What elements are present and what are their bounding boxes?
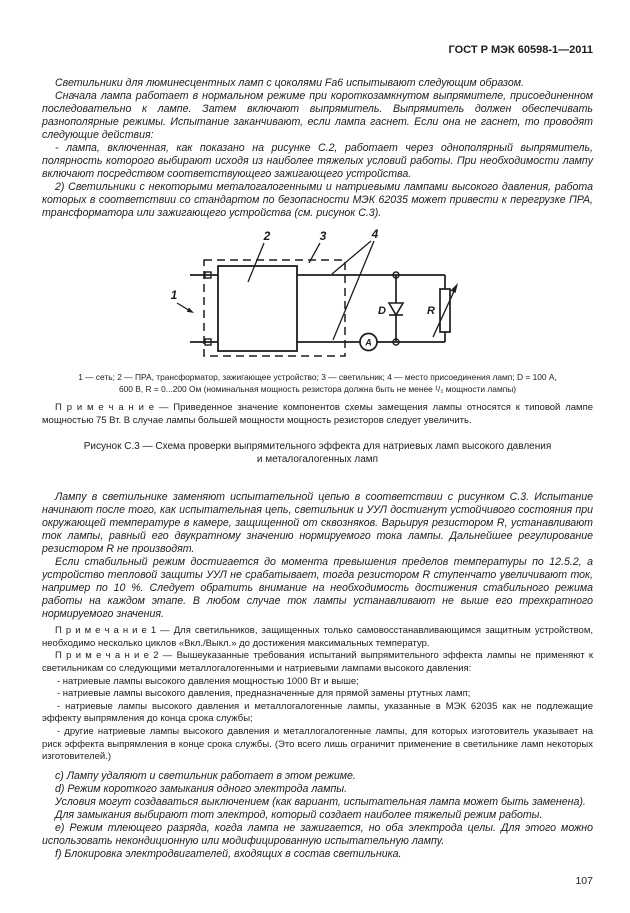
item-c: c) Лампу удаляют и светильник работает в этом режиме. — [55, 769, 356, 782]
item-e: e) Режим тлеющего разряда, когда лампа не зажигается, но оба электрода целы. Для этого можно использовать некондиционную или модифицированную испытательную лампу. — [42, 821, 593, 847]
ref-1-mains — [171, 288, 194, 313]
note-bullet-3: - натриевые лампы высокого давления и металлогалогенные лампы, указанные в МЭК 62035 как не подлежащие эффекту выпрямления до конца срока службы; — [42, 700, 593, 725]
ammeter-label: A — [365, 337, 372, 348]
ballast-box — [218, 266, 297, 351]
note-bullet-2: - натриевые лампы высокого давления, предназначенные для прямой замены ртутных ламп; — [57, 688, 471, 700]
figure-title-line2: и металогалогенных ламп — [256, 454, 379, 466]
svg-text:1: 1 — [170, 288, 178, 302]
resistor-label: R — [427, 305, 435, 317]
paragraph-2: Сначала лампа работает в нормальном режиме при короткозамкнутом выпрямителе, присоединенном последовательно к лампе. Затем включают выпрямитель. Выпрямитель должен обеспечивать разнополярные режимы. Испытание заканчивают, если лампа гаснет. Если она не гаснет, то проводят следующие действия: — [42, 90, 593, 141]
note-bullet-1: - натриевые лампы высокого давления мощностью 1000 Вт и выше; — [57, 675, 359, 687]
page-number: 107 — [575, 874, 593, 887]
standard-header: ГОСТ Р МЭК 60598-1—2011 — [448, 44, 593, 56]
svg-text:4: 4 — [371, 227, 379, 241]
svg-text:2: 2 — [263, 229, 271, 243]
note-2: П р и м е ч а н и е 2 — Вышеуказанные требования испытаний выпрямительного эффекта лампы не применяют к светильникам со следующими металлогалогенными и натриевыми лампами высокого давления: — [42, 650, 593, 674]
figure-key-line2: 600 В, R = 0...200 Ом (номинальная мощность резистора должна быть не менее ¹/₂ мощности лампы) — [118, 383, 517, 394]
paragraph-4: 2) Светильники с некоторыми металогалогенными и натриевыми лампами высокого давления, работа которых в соответствии со стандартом по безопасности МЭК 62035 может привести к перегрузке ПРА, трансформатора или зажигающего устройства (см. рисунок С.3). — [42, 181, 593, 219]
resistor-icon — [427, 283, 458, 337]
note-1: П р и м е ч а н и е 1 — Для светильников, защищенных только самовосстанавливающимся защитным устройством, необходимо несколько циклов «Вкл./Выкл.» до достижения максимальных температур. — [42, 625, 593, 649]
paragraph-3: - лампа, включенная, как показано на рисунке С.2, работает через однополярный выпрямитель, полярность которого выбирают исходя из наиболее тяжелых условий работы. При необходимости лампу включают посредством соответствующего зажигающего устройства. — [42, 142, 593, 180]
text-column — [42, 0, 593, 887]
svg-text:3: 3 — [319, 229, 327, 243]
diode-label: D — [378, 305, 386, 317]
ref-3-luminaire — [309, 229, 327, 263]
figure-key — [42, 372, 593, 395]
item-d: d) Режим короткого замыкания одного электрода лампы. — [55, 782, 348, 795]
paragraph-6: Если стабильный режим достигается до момента превышения пределов температуры по 12.5.2, а устройство тепловой защиты УУЛ не срабатывает, тогда резистором R ступенчато увеличивают ток, например по 10 %. Следует обратить внимание на необходимость достижения стабильного режима работы на каждом этапе. В любом случае ток лампы устанавливают не выше его трехкратного нормируемого значения. — [42, 556, 593, 621]
ref-4-lamp-connection — [332, 227, 379, 340]
diode-icon — [378, 303, 403, 317]
paragraph-1: Светильники для люминесцентных ламп с цоколями Fa6 испытывают следующим образом. — [55, 77, 524, 89]
figure-title-line1: Рисунок С.3 — Схема проверки выпрямительного эффекта для натриевых ламп высокого давления — [83, 441, 552, 453]
note-bullet-4: - другие натриевые лампы высокого давления и металлогалогенные лампы, для которых изготовитель указывает на риск эффекта выпрямления в конце срока службы. (Это всего лишь ограничит применение в светильнике ламп некоторых изготовителей.) — [42, 725, 593, 763]
item-d-sub2: Для замыкания выбирают тот электрод, который создает наиболее тяжелый режим работы. — [55, 808, 543, 821]
wires — [190, 275, 445, 342]
item-d-sub1: Условия могут создаваться выключением (как вариант, испытательная лампа может быть заменена). — [55, 795, 586, 808]
item-f: f) Блокировка электродвигателей, входящих в состав светильника. — [55, 847, 402, 860]
notes-block — [42, 625, 593, 764]
circuit-diagram-svg — [154, 225, 484, 363]
figure-title — [42, 440, 593, 466]
ammeter-icon — [360, 334, 377, 351]
lettered-items — [42, 770, 593, 861]
figure-note: П р и м е ч а н и е — Приведенное значение компонентов схемы замещения лампы относятся к типовой лампе мощностью 75 Вт. В случае лампы большей мощности мощность резисторов следует увеличить. — [42, 402, 593, 426]
figure-c3-diagram — [42, 225, 593, 363]
paragraph-5: Лампу в светильнике заменяют испытательной цепью в соответствии с рисунком С.3. Испытание начинают после того, как испытательная цепь, светильник и УУЛ достигнут устойчивого состояния при окружающей температуре в камере, защищенной от сквозняков. Варьируя резистором R, устанавливают ток лампы, равный его двукратному значению нормируемого тока лампы. Дальнейшее регулирование резистором R не производят. — [42, 491, 593, 556]
figure-key-line1: 1 — сеть; 2 — ПРА, трансформатор, зажигающее устройство; 3 — светильник; 4 — место присоединения ламп; D = 100 А, — [78, 372, 557, 382]
ref-2-ballast — [248, 229, 271, 282]
